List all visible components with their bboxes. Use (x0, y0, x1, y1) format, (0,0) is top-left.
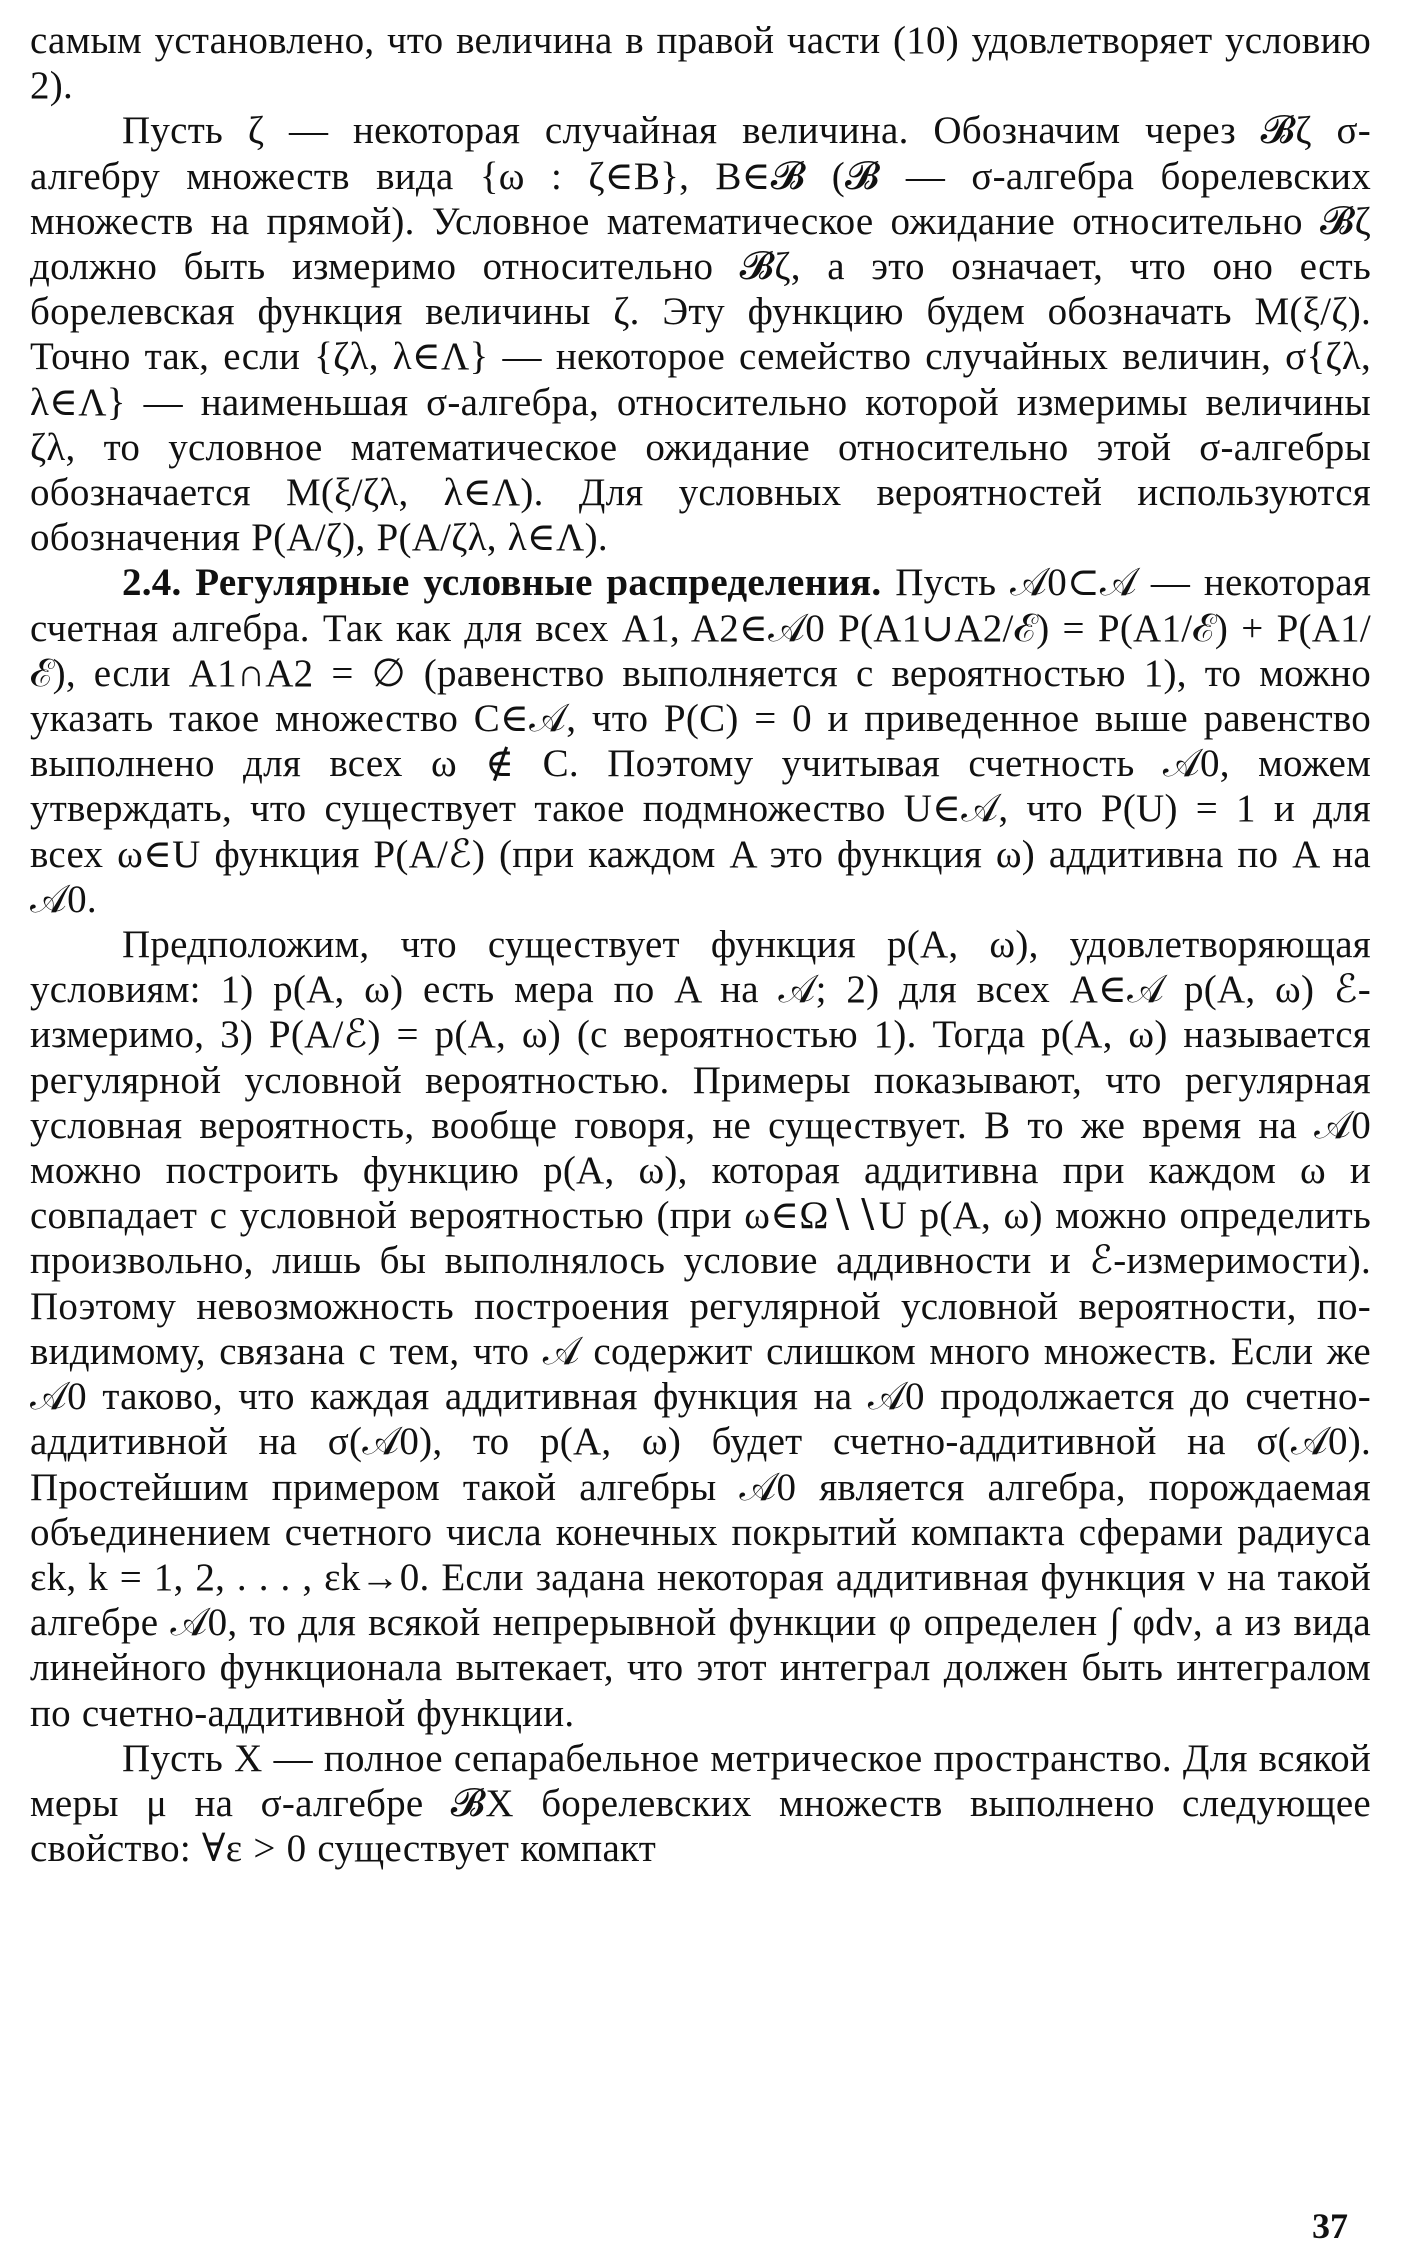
paragraph-4: Предположим, что существует функция p(A, ω), удовлетворяющая условиям: 1) p(A, ω) есть мера по A на 𝒜; 2) для всех A∈𝒜 p(A, ω) ℰ-измеримо, 3) P(A/ℰ) = p(A, ω) (с вероятностью 1). Тогда p(A, ω) называется регулярной условной вероятностью. Примеры показывают, что регулярная условная вероятность, вообще говоря, не существует. В то же время на 𝒜0 можно построить функцию p(A, ω), которая аддитивна при каждом ω и совпадает с условной вероятностью (при ω∈Ω∖∖U p(A, ω) можно определить произвольно, лишь бы выполнялось условие аддивности и ℰ-измеримости). Поэтому невозможность построения регулярной условной вероятности, по-видимому, связана с тем, что 𝒜 содержит слишком много множеств. Если же 𝒜0 таково, что каждая аддитивная функция на 𝒜0 продолжается до счетно-аддитивной на σ(𝒜0), то p(A, ω) будет счетно-аддитивной на σ(𝒜0). Простейшим примером такой алгебры 𝒜0 является алгебра, порождаемая объединением счетного числа конечных покрытий компакта сферами радиуса εk, k = 1, 2, . . . , εk→0. Если задана некоторая аддитивная функция ν на такой алгебре 𝒜0, то для всякой непрерывной функции φ определен ∫ φdν, а из вида линейного функционала вытекает, что этот интеграл должен быть интегралом по счетно-аддитивной функции. (30, 923, 1371, 1735)
section-title: 2.4. Регулярные условные распределения. (122, 561, 882, 605)
page-number: 37 (1312, 2206, 1348, 2246)
paragraph-3 (30, 560, 1371, 922)
page-body (30, 18, 1371, 1871)
paragraph-5: Пусть X — полное сепарабельное метрическое пространство. Для всякой меры μ на σ-алгебре 𝓑X борелевских множеств выполнено следующее свойство: ∀ε > 0 существует компакт (30, 1736, 1371, 1871)
paragraph-1: самым установлено, что величина в правой части (10) удовлетворяет условию 2). (30, 19, 1371, 108)
paragraph-2: Пусть ζ — некоторая случайная величина. Обозначим через 𝓑ζ σ-алгебру множеств вида {ω : ζ∈B}, B∈𝓑 (𝓑 — σ-алгебра борелевских множеств на прямой). Условное математическое ожидание относительно 𝓑ζ должно быть измеримо относительно 𝓑ζ, а это означает, что оно есть борелевская функция величины ζ. Эту функцию будем обозначать M(ξ/ζ). Точно так, если {ζλ, λ∈Λ} — некоторое семейство случайных величин, σ{ζλ, λ∈Λ} — наименьшая σ-алгебра, относительно которой измеримы величины ζλ, то условное математическое ожидание относительно этой σ-алгебры обозначается M(ξ/ζλ, λ∈Λ). Для условных вероятностей используются обозначения P(A/ζ), P(A/ζλ, λ∈Λ). (30, 109, 1371, 560)
paragraph-3-text: Пусть 𝒜0⊂𝒜 — некоторая счетная алгебра. Так как для всех A1, A2∈𝒜0 P(A1∪A2/ℰ) = P(A1/ℰ) + P(A1/ℰ), если A1∩A2 = ∅ (равенство выполняется с вероятностью 1), то можно указать такое множество C∈𝒜, что P(C) = 0 и приведенное выше равенство выполнено для всех ω ∉ C. Поэтому учитывая счетность 𝒜0, можем утверждать, что существует такое подмножество U∈𝒜, что P(U) = 1 и для всех ω∈U функция P(A/ℰ) (при каждом A это функция ω) аддитивна по A на 𝒜0. (30, 561, 1372, 921)
